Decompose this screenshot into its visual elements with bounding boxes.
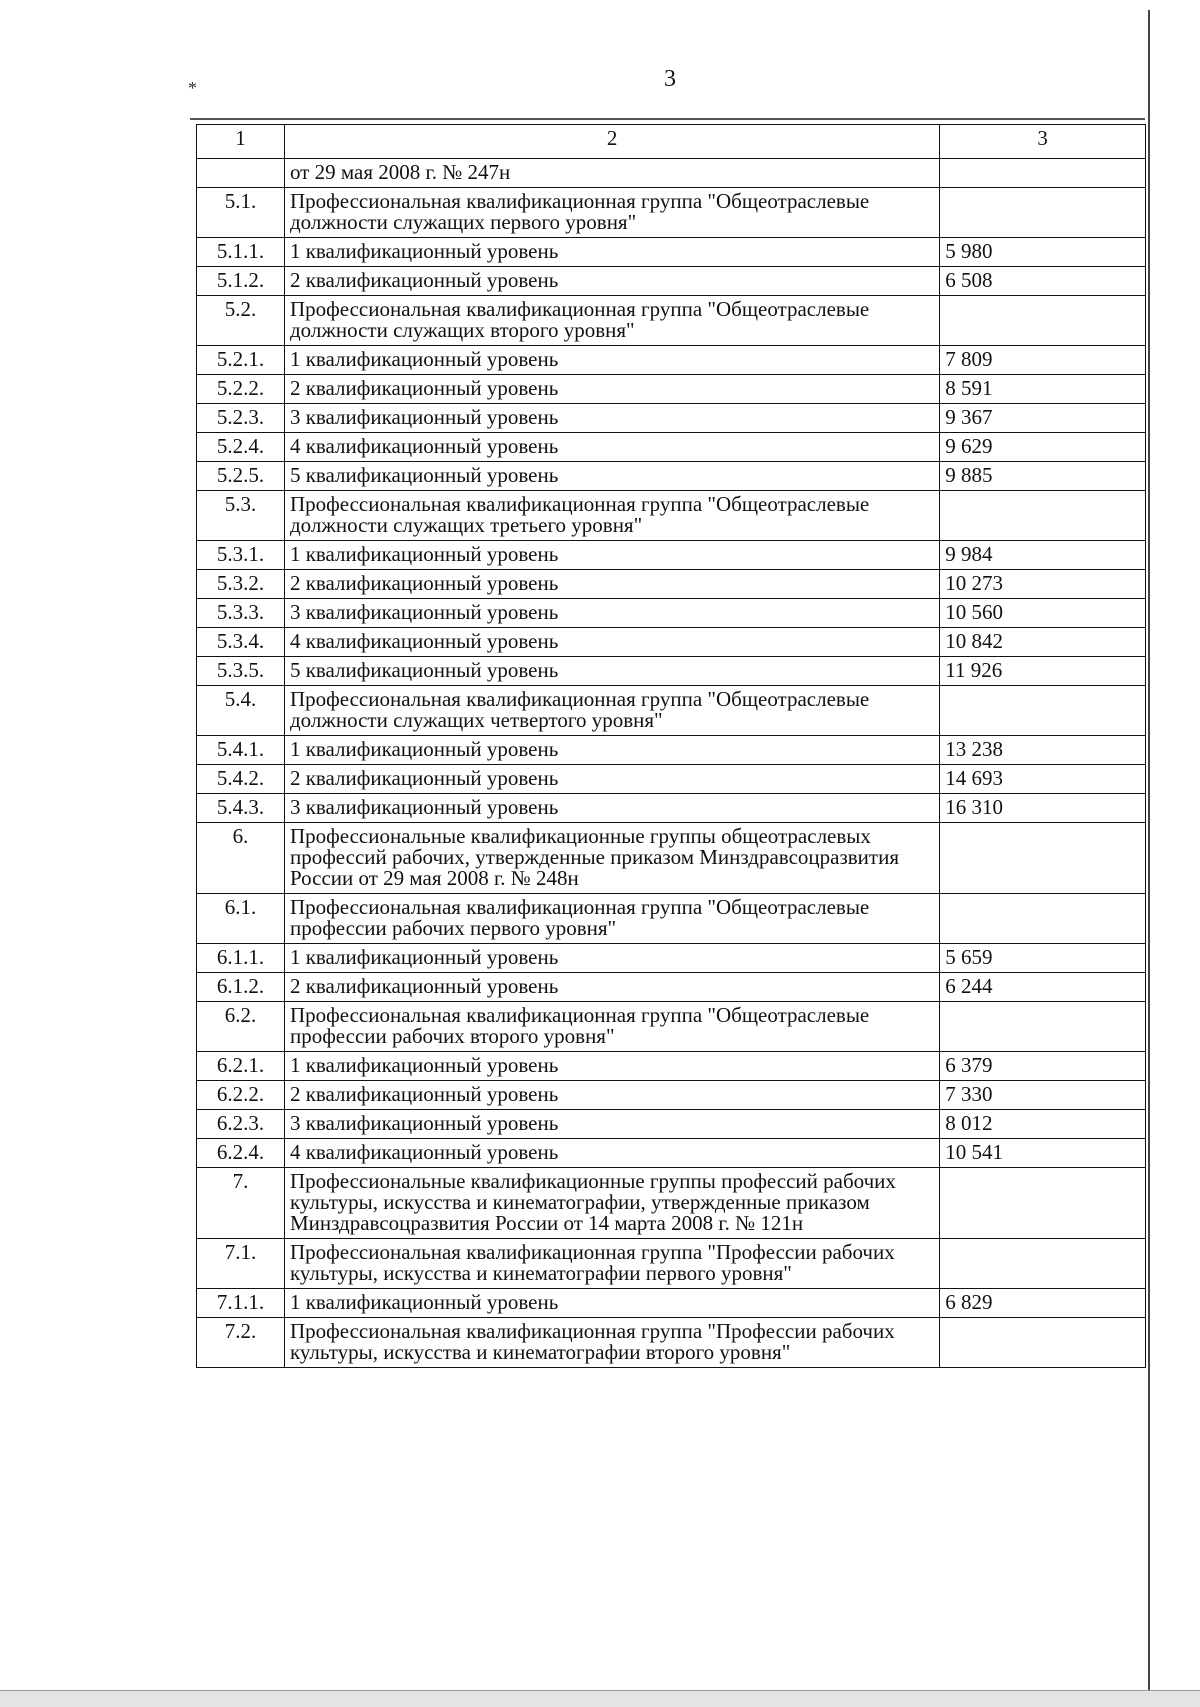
salary-table (196, 124, 1146, 1368)
row-salary-value (940, 1168, 1146, 1239)
row-salary-value (940, 1318, 1146, 1368)
row-title: от 29 мая 2008 г. № 247н (284, 159, 939, 188)
table-row (197, 375, 1146, 404)
row-title: 3 квалификационный уровень (284, 794, 939, 823)
row-number: 5.3.4. (197, 628, 285, 657)
column-header-2: 2 (284, 125, 939, 159)
row-title: 5 квалификационный уровень (284, 657, 939, 686)
table-row (197, 541, 1146, 570)
row-salary-value (940, 894, 1146, 944)
row-title: Профессиональная квалификационная группа "Профессии рабочих культуры, искусства и кинематографии второго уровня" (284, 1318, 939, 1368)
row-title: Профессиональные квалификационные группы профессий рабочих культуры, искусства и кинематографии, утвержденные приказом Минздравсоцразвития России от 14 марта 2008 г. № 121н (284, 1168, 939, 1239)
row-number: 5.1.1. (197, 238, 285, 267)
table-row (197, 599, 1146, 628)
row-number: 6.2. (197, 1002, 285, 1052)
row-title: 4 квалификационный уровень (284, 433, 939, 462)
row-salary-value: 5 659 (940, 944, 1146, 973)
table-row (197, 296, 1146, 346)
table-body (197, 159, 1146, 1368)
row-salary-value: 9 984 (940, 541, 1146, 570)
row-number: 5.4.1. (197, 736, 285, 765)
table-row (197, 1289, 1146, 1318)
row-title: 2 квалификационный уровень (284, 1081, 939, 1110)
row-title: 1 квалификационный уровень (284, 736, 939, 765)
row-number: 6. (197, 823, 285, 894)
table-row (197, 1168, 1146, 1239)
column-header-3: 3 (940, 125, 1146, 159)
row-title: Профессиональная квалификационная группа "Общеотраслевые должности служащих третьего уровня" (284, 491, 939, 541)
row-salary-value: 6 829 (940, 1289, 1146, 1318)
row-salary-value: 6 244 (940, 973, 1146, 1002)
row-title: Профессиональная квалификационная группа "Профессии рабочих культуры, искусства и кинематографии первого уровня" (284, 1239, 939, 1289)
row-title: 2 квалификационный уровень (284, 267, 939, 296)
row-number: 7.2. (197, 1318, 285, 1368)
row-salary-value: 8 012 (940, 1110, 1146, 1139)
table-row (197, 1002, 1146, 1052)
row-number: 6.1.1. (197, 944, 285, 973)
table-row (197, 1110, 1146, 1139)
row-title: Профессиональная квалификационная группа "Общеотраслевые профессии рабочих второго уровня" (284, 1002, 939, 1052)
row-salary-value (940, 1239, 1146, 1289)
row-number: 5.2.3. (197, 404, 285, 433)
row-number: 5.2.5. (197, 462, 285, 491)
row-number: 5.2.4. (197, 433, 285, 462)
row-salary-value: 7 809 (940, 346, 1146, 375)
table-row (197, 1318, 1146, 1368)
table-row (197, 1052, 1146, 1081)
row-salary-value (940, 296, 1146, 346)
row-number: 5.1. (197, 188, 285, 238)
row-number (197, 159, 285, 188)
table-row (197, 1239, 1146, 1289)
row-title: 1 квалификационный уровень (284, 346, 939, 375)
row-salary-value (940, 686, 1146, 736)
table-row (197, 657, 1146, 686)
table-row (197, 823, 1146, 894)
table-row (197, 794, 1146, 823)
row-salary-value: 8 591 (940, 375, 1146, 404)
row-number: 6.1. (197, 894, 285, 944)
row-number: 7.1.1. (197, 1289, 285, 1318)
table-row (197, 433, 1146, 462)
row-salary-value: 5 980 (940, 238, 1146, 267)
row-title: Профессиональные квалификационные группы общеотраслевых профессий рабочих, утвержденные приказом Минздравсоцразвития России от 29 мая 2008 г. № 248н (284, 823, 939, 894)
row-salary-value: 6 379 (940, 1052, 1146, 1081)
row-salary-value: 13 238 (940, 736, 1146, 765)
page-number: 3 (664, 66, 676, 92)
table-row (197, 238, 1146, 267)
table-row (197, 462, 1146, 491)
row-number: 6.2.4. (197, 1139, 285, 1168)
row-salary-value: 9 629 (940, 433, 1146, 462)
table-header-row (197, 125, 1146, 159)
row-salary-value: 10 842 (940, 628, 1146, 657)
table-row (197, 1081, 1146, 1110)
row-number: 5.3.3. (197, 599, 285, 628)
table-row (197, 1139, 1146, 1168)
row-salary-value (940, 188, 1146, 238)
table-row (197, 894, 1146, 944)
row-salary-value (940, 823, 1146, 894)
row-number: 5.3.5. (197, 657, 285, 686)
scan-mark: * (188, 78, 197, 98)
row-title: 1 квалификационный уровень (284, 944, 939, 973)
row-salary-value: 6 508 (940, 267, 1146, 296)
table-row (197, 404, 1146, 433)
row-salary-value: 11 926 (940, 657, 1146, 686)
row-salary-value: 10 273 (940, 570, 1146, 599)
row-number: 5.4. (197, 686, 285, 736)
row-number: 5.4.2. (197, 765, 285, 794)
row-title: 1 квалификационный уровень (284, 1289, 939, 1318)
column-header-1: 1 (197, 125, 285, 159)
row-salary-value (940, 1002, 1146, 1052)
row-title: Профессиональная квалификационная группа "Общеотраслевые должности служащих второго уровня" (284, 296, 939, 346)
table-row (197, 944, 1146, 973)
row-title: Профессиональная квалификационная группа "Общеотраслевые профессии рабочих первого уровня" (284, 894, 939, 944)
row-title: 2 квалификационный уровень (284, 570, 939, 599)
table-row (197, 686, 1146, 736)
table-row (197, 159, 1146, 188)
row-title: 2 квалификационный уровень (284, 375, 939, 404)
row-title: 3 квалификационный уровень (284, 599, 939, 628)
scan-edge-line (1148, 10, 1150, 1705)
row-title: 5 квалификационный уровень (284, 462, 939, 491)
table-row (197, 346, 1146, 375)
table-row (197, 570, 1146, 599)
row-number: 6.2.1. (197, 1052, 285, 1081)
row-title: Профессиональная квалификационная группа "Общеотраслевые должности служащих первого уровня" (284, 188, 939, 238)
table-row (197, 736, 1146, 765)
row-title: 1 квалификационный уровень (284, 1052, 939, 1081)
scan-top-line (190, 118, 1145, 120)
row-number: 5.1.2. (197, 267, 285, 296)
row-salary-value: 10 560 (940, 599, 1146, 628)
row-title: 4 квалификационный уровень (284, 628, 939, 657)
row-number: 5.3.1. (197, 541, 285, 570)
row-salary-value (940, 491, 1146, 541)
table-row (197, 765, 1146, 794)
table-row (197, 973, 1146, 1002)
row-title: 2 квалификационный уровень (284, 973, 939, 1002)
row-salary-value: 9 885 (940, 462, 1146, 491)
row-title: Профессиональная квалификационная группа "Общеотраслевые должности служащих четвертого уровня" (284, 686, 939, 736)
row-number: 6.2.3. (197, 1110, 285, 1139)
row-number: 5.2.2. (197, 375, 285, 404)
row-number: 7.1. (197, 1239, 285, 1289)
row-number: 5.2. (197, 296, 285, 346)
scan-bottom-band (0, 1690, 1200, 1707)
table-row (197, 491, 1146, 541)
row-salary-value: 16 310 (940, 794, 1146, 823)
table-row (197, 188, 1146, 238)
row-number: 5.3. (197, 491, 285, 541)
row-salary-value: 9 367 (940, 404, 1146, 433)
row-title: 4 квалификационный уровень (284, 1139, 939, 1168)
table-row (197, 267, 1146, 296)
row-number: 5.2.1. (197, 346, 285, 375)
row-number: 5.4.3. (197, 794, 285, 823)
row-salary-value: 10 541 (940, 1139, 1146, 1168)
row-number: 6.1.2. (197, 973, 285, 1002)
table-row (197, 628, 1146, 657)
row-number: 5.3.2. (197, 570, 285, 599)
row-number: 7. (197, 1168, 285, 1239)
row-salary-value (940, 159, 1146, 188)
row-number: 6.2.2. (197, 1081, 285, 1110)
row-title: 2 квалификационный уровень (284, 765, 939, 794)
row-title: 1 квалификационный уровень (284, 541, 939, 570)
row-salary-value: 7 330 (940, 1081, 1146, 1110)
row-title: 3 квалификационный уровень (284, 1110, 939, 1139)
row-title: 3 квалификационный уровень (284, 404, 939, 433)
row-title: 1 квалификационный уровень (284, 238, 939, 267)
row-salary-value: 14 693 (940, 765, 1146, 794)
